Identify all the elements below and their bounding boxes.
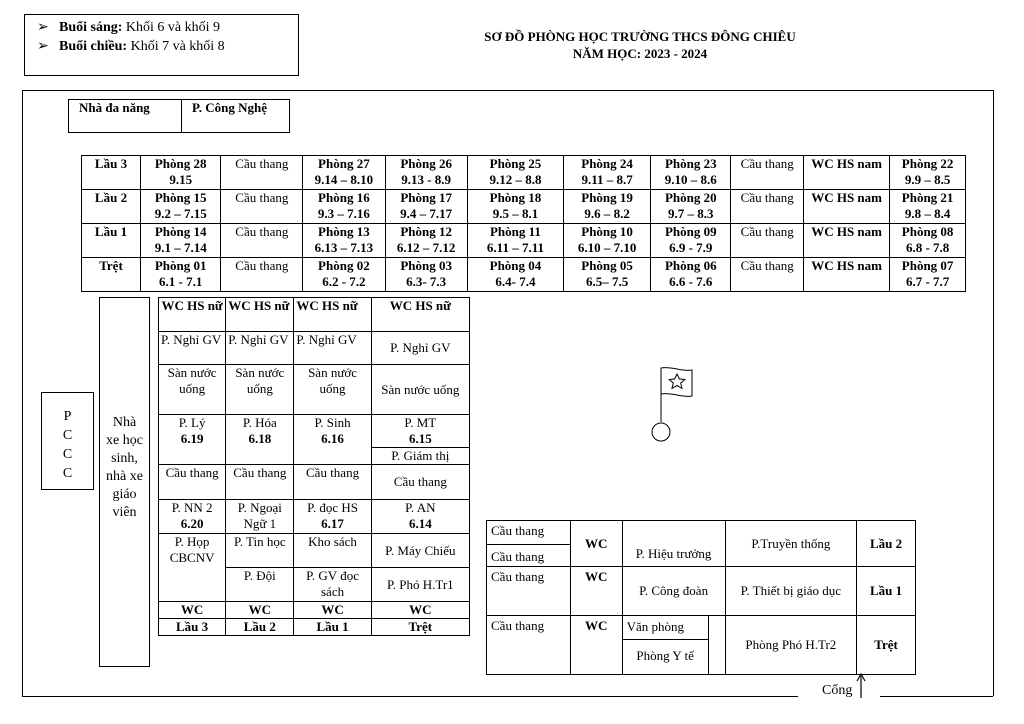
san-nuoc-uong: Sàn nước uống — [159, 365, 226, 415]
wc: WC — [371, 602, 469, 619]
pccc-letter: P — [63, 409, 72, 424]
p-ly-label: P. Lý — [178, 415, 206, 430]
room-number: Phòng 06 — [664, 258, 717, 273]
p-ngoai-ngu-1: P. Ngoại Ngữ 1 — [226, 500, 294, 534]
floor-label: Lầu 2 — [857, 521, 916, 567]
cau-thang: Cầu thang — [221, 258, 303, 292]
room-classes: 9.7 – 8.3 — [668, 206, 714, 221]
room-classes: 9.9 – 8.5 — [904, 172, 951, 187]
room-number: Phòng 04 — [489, 258, 542, 273]
cau-thang: Cầu thang — [491, 549, 545, 564]
p-nghi-gv: P. Nghỉ GV — [226, 332, 294, 365]
classroom-cell — [141, 156, 221, 190]
legend-morning-label: Buổi sáng: — [59, 20, 123, 35]
room-classes: 9.3 – 7.16 — [317, 206, 370, 221]
p-doc-hs-class: 6.17 — [321, 516, 344, 531]
pccc-letter: C — [62, 428, 73, 443]
floor-label: Trệt — [857, 616, 916, 675]
p-gv-doc-sach: P. GV đọc sách — [294, 568, 371, 602]
legend-box — [24, 14, 299, 76]
p-nn-2-label: P. NN 2 — [171, 500, 213, 515]
room-number: Phòng 15 — [154, 190, 207, 205]
p-doi: P. Đội — [226, 568, 294, 602]
room-classes: 9.15 — [169, 172, 193, 187]
west-block-table — [158, 297, 470, 636]
south-stairs-lau2 — [487, 521, 571, 567]
room-number: Phòng 07 — [901, 258, 954, 273]
p-mt-class: 6.15 — [408, 431, 432, 446]
floor-label: Lầu 1 — [82, 224, 141, 258]
wc-hs-nu: WC HS nữ — [159, 298, 226, 332]
room-number: Phòng 12 — [400, 224, 452, 239]
p-nghi-gv: P. Nghỉ GV — [371, 332, 469, 365]
room-number: Phòng 16 — [318, 190, 370, 205]
legend-morning — [37, 18, 220, 38]
classroom-cell — [467, 156, 563, 190]
arrow-bullet-icon: ➢ — [37, 39, 49, 54]
classroom-cell — [890, 156, 966, 190]
south-office-cell — [622, 616, 725, 675]
cau-thang: Cầu thang — [731, 156, 803, 190]
room-number: Phòng 20 — [664, 190, 717, 205]
top-small-table — [68, 99, 290, 133]
site-boundary-left — [22, 90, 23, 696]
p-nghi-gv: P. Nghỉ GV — [294, 332, 371, 365]
room-classes: 9.1 – 7.14 — [154, 240, 207, 255]
wc-hs-nam: WC HS nam — [803, 156, 889, 190]
classroom-cell — [141, 190, 221, 224]
classroom-cell — [564, 156, 651, 190]
cau-thang: Cầu thang — [221, 224, 303, 258]
room-number: Phòng 25 — [489, 156, 542, 171]
floor-label: Lầu 1 — [857, 567, 916, 616]
room-classes: 9.12 – 8.8 — [489, 172, 542, 187]
floor-label: Trệt — [82, 258, 141, 292]
p-an-label: P. AN — [405, 500, 436, 515]
cau-thang: Cầu thang — [731, 224, 803, 258]
classroom-cell — [385, 190, 467, 224]
room-number: Phòng 13 — [318, 224, 370, 239]
room-number: Phòng 22 — [901, 156, 954, 171]
room-nha-da-nang: Nhà đa năng — [69, 100, 182, 133]
arrow-bullet-icon: ➢ — [37, 20, 49, 35]
room-number: Phòng 14 — [154, 224, 207, 239]
p-truyen-thong: P.Truyền thống — [725, 521, 857, 567]
room-number: Phòng 10 — [581, 224, 633, 239]
room-number: Phòng 05 — [581, 258, 633, 273]
cau-thang: Cầu thang — [159, 465, 226, 500]
classroom-cell — [651, 156, 731, 190]
p-cong-doan: P. Công đoàn — [622, 567, 725, 616]
p-tin-hoc: P. Tin học — [226, 534, 294, 568]
classroom-cell — [141, 224, 221, 258]
p-hoa-label: P. Hóa — [242, 415, 277, 430]
p-sinh-label: P. Sinh — [314, 415, 351, 430]
room-classes: 9.14 – 8.10 — [314, 172, 374, 187]
p-doc-hs — [294, 500, 371, 534]
p-doc-hs-label: P. đọc HS — [307, 500, 358, 515]
gate-label: Cổng — [822, 683, 853, 698]
classroom-cell — [890, 190, 966, 224]
cau-thang: Cầu thang — [487, 616, 571, 675]
wc-hs-nam: WC HS nam — [803, 224, 889, 258]
room-classes: 6.2 - 7.2 — [322, 274, 366, 289]
nha-xe-box — [99, 297, 150, 667]
cau-thang: Cầu thang — [487, 521, 570, 545]
room-classes: 9.4 – 7.17 — [400, 206, 453, 221]
room-classes: 6.12 – 7.12 — [396, 240, 456, 255]
p-ly — [159, 415, 226, 465]
room-classes: 6.3- 7.3 — [406, 274, 447, 289]
phong-pho-htr2: Phòng Phó H.Tr2 — [725, 616, 857, 675]
p-mt-label: P. MT — [404, 415, 437, 430]
room-classes: 6.6 - 7.6 — [669, 274, 713, 289]
legend-afternoon — [37, 37, 225, 57]
room-number: Phòng 11 — [489, 224, 541, 239]
room-classes: 6.1 - 7.1 — [159, 274, 203, 289]
pccc-letter: C — [62, 466, 73, 481]
cau-thang: Cầu thang — [731, 258, 803, 292]
cau-thang: Cầu thang — [371, 465, 469, 500]
floor-label: Lầu 1 — [294, 619, 371, 636]
legend-afternoon-text: Khối 7 và khối 8 — [127, 39, 225, 54]
classroom-cell — [564, 224, 651, 258]
room-classes: 6.10 – 7.10 — [577, 240, 637, 255]
cau-thang: Cầu thang — [226, 465, 294, 500]
title-line-2: NĂM HỌC: 2023 - 2024 — [572, 46, 708, 61]
room-classes: 9.2 – 7.15 — [154, 206, 207, 221]
classroom-cell — [651, 258, 731, 292]
classroom-cell — [385, 258, 467, 292]
flag-icon — [648, 364, 700, 444]
site-boundary-bottom-right — [880, 696, 993, 697]
p-an-class: 6.14 — [408, 516, 432, 531]
room-number: Phòng 28 — [154, 156, 207, 171]
pccc-letter: C — [62, 447, 73, 462]
p-nn-2-class: 6.20 — [180, 516, 204, 531]
p-nghi-gv: P. Nghỉ GV — [159, 332, 226, 365]
p-may-chieu: P. Máy Chiếu — [371, 534, 469, 568]
floor-label: Lầu 2 — [82, 190, 141, 224]
wc: WC — [570, 616, 622, 675]
classroom-cell — [141, 258, 221, 292]
van-phong: Văn phòng — [623, 616, 709, 640]
site-boundary-top — [22, 90, 994, 91]
room-classes: 6.8 - 7.8 — [905, 240, 950, 255]
room-classes: 6.11 – 7.11 — [486, 240, 544, 255]
room-number: Phòng 26 — [400, 156, 452, 171]
classroom-cell — [890, 224, 966, 258]
wc: WC — [159, 602, 226, 619]
wc: WC — [570, 567, 622, 616]
legend-morning-text: Khối 6 và khối 9 — [122, 20, 221, 35]
classroom-cell — [651, 190, 731, 224]
classroom-cell — [467, 258, 563, 292]
room-classes: 9.5 – 8.1 — [492, 206, 539, 221]
floor-label: Lầu 3 — [159, 619, 226, 636]
p-nn-2 — [159, 500, 226, 534]
classroom-cell — [890, 258, 966, 292]
p-sinh — [294, 415, 371, 465]
cau-thang: Cầu thang — [487, 567, 571, 616]
room-number: Phòng 23 — [664, 156, 717, 171]
classroom-cell — [651, 224, 731, 258]
room-classes: 9.10 – 8.6 — [664, 172, 717, 187]
san-nuoc-uong: Sàn nước uống — [371, 365, 469, 415]
room-classes: 9.13 - 8.9 — [401, 172, 452, 187]
floor-label: Lầu 3 — [82, 156, 141, 190]
room-number: Phòng 18 — [489, 190, 542, 205]
room-classes: 6.7 - 7.7 — [905, 274, 950, 289]
floor-label: Trệt — [371, 619, 469, 636]
phong-y-te: Phòng Y tế — [623, 640, 709, 674]
site-boundary-bottom — [22, 696, 798, 697]
nha-xe-label: Nhà xe học sinh, nhà xe giáo viên — [106, 415, 143, 520]
p-thiet-bi-giao-duc: P. Thiết bị giáo dục — [725, 567, 857, 616]
room-number: Phòng 19 — [581, 190, 633, 205]
wc-hs-nam: WC HS nam — [803, 258, 889, 292]
p-an — [371, 500, 469, 534]
wc: WC — [570, 521, 622, 567]
room-classes: 6.4- 7.4 — [495, 274, 536, 289]
room-classes: 6.5– 7.5 — [585, 274, 629, 289]
legend-afternoon-label: Buổi chiều: — [59, 39, 128, 54]
wc-hs-nu: WC HS nữ — [226, 298, 294, 332]
room-number: Phòng 03 — [400, 258, 452, 273]
floor-label: Lầu 2 — [226, 619, 294, 636]
classroom-cell — [467, 190, 563, 224]
room-number: Phòng 09 — [664, 224, 717, 239]
cau-thang: Cầu thang — [731, 190, 803, 224]
san-nuoc-uong: Sàn nước uống — [226, 365, 294, 415]
classroom-cell — [467, 224, 563, 258]
wc-hs-nu: WC HS nữ — [294, 298, 371, 332]
room-number: Phòng 08 — [901, 224, 954, 239]
p-mt — [371, 415, 469, 448]
title-line-1: SƠ ĐỒ PHÒNG HỌC TRƯỜNG THCS ĐÔNG CHIÊU — [484, 29, 796, 44]
room-number: Phòng 27 — [318, 156, 370, 171]
main-building-table — [81, 155, 966, 292]
room-classes: 9.8 – 8.4 — [904, 206, 951, 221]
san-nuoc-uong: Sàn nước uống — [294, 365, 371, 415]
pccc-box — [41, 392, 94, 490]
cau-thang: Cầu thang — [221, 156, 303, 190]
site-boundary-right — [993, 90, 994, 696]
kho-sach: Kho sách — [294, 534, 371, 568]
classroom-cell — [303, 258, 385, 292]
room-number: Phòng 21 — [901, 190, 954, 205]
p-hoa — [226, 415, 294, 465]
room-number: Phòng 17 — [400, 190, 452, 205]
p-giam-thi: P. Giám thị — [371, 448, 469, 465]
classroom-cell — [564, 190, 651, 224]
south-block-table — [486, 520, 916, 675]
cau-thang: Cầu thang — [294, 465, 371, 500]
room-classes: 6.9 - 7.9 — [669, 240, 713, 255]
wc: WC — [226, 602, 294, 619]
room-classes: 9.6 – 8.2 — [584, 206, 630, 221]
arrow-up-icon — [855, 672, 867, 700]
room-number: Phòng 02 — [318, 258, 370, 273]
p-hieu-truong: P. Hiệu trưởng — [622, 521, 725, 567]
classroom-cell — [303, 224, 385, 258]
p-hop-cbcnv: P. Họp CBCNV — [159, 534, 226, 602]
p-hoa-class: 6.18 — [248, 431, 272, 446]
classroom-cell — [385, 156, 467, 190]
room-number: Phòng 01 — [154, 258, 207, 273]
classroom-cell — [385, 224, 467, 258]
p-ly-class: 6.19 — [180, 431, 204, 446]
room-classes: 6.13 – 7.13 — [314, 240, 374, 255]
room-number: Phòng 24 — [581, 156, 633, 171]
room-classes: 9.11 – 8.7 — [581, 172, 633, 187]
p-pho-htr1: P. Phó H.Tr1 — [371, 568, 469, 602]
classroom-cell — [303, 190, 385, 224]
page-title — [420, 28, 860, 62]
classroom-cell — [564, 258, 651, 292]
cau-thang: Cầu thang — [221, 190, 303, 224]
wc-hs-nu: WC HS nữ — [371, 298, 469, 332]
classroom-cell — [303, 156, 385, 190]
p-sinh-class: 6.16 — [321, 431, 344, 446]
wc-hs-nam: WC HS nam — [803, 190, 889, 224]
wc: WC — [294, 602, 371, 619]
room-p-cong-nghe: P. Công Nghệ — [182, 100, 290, 133]
